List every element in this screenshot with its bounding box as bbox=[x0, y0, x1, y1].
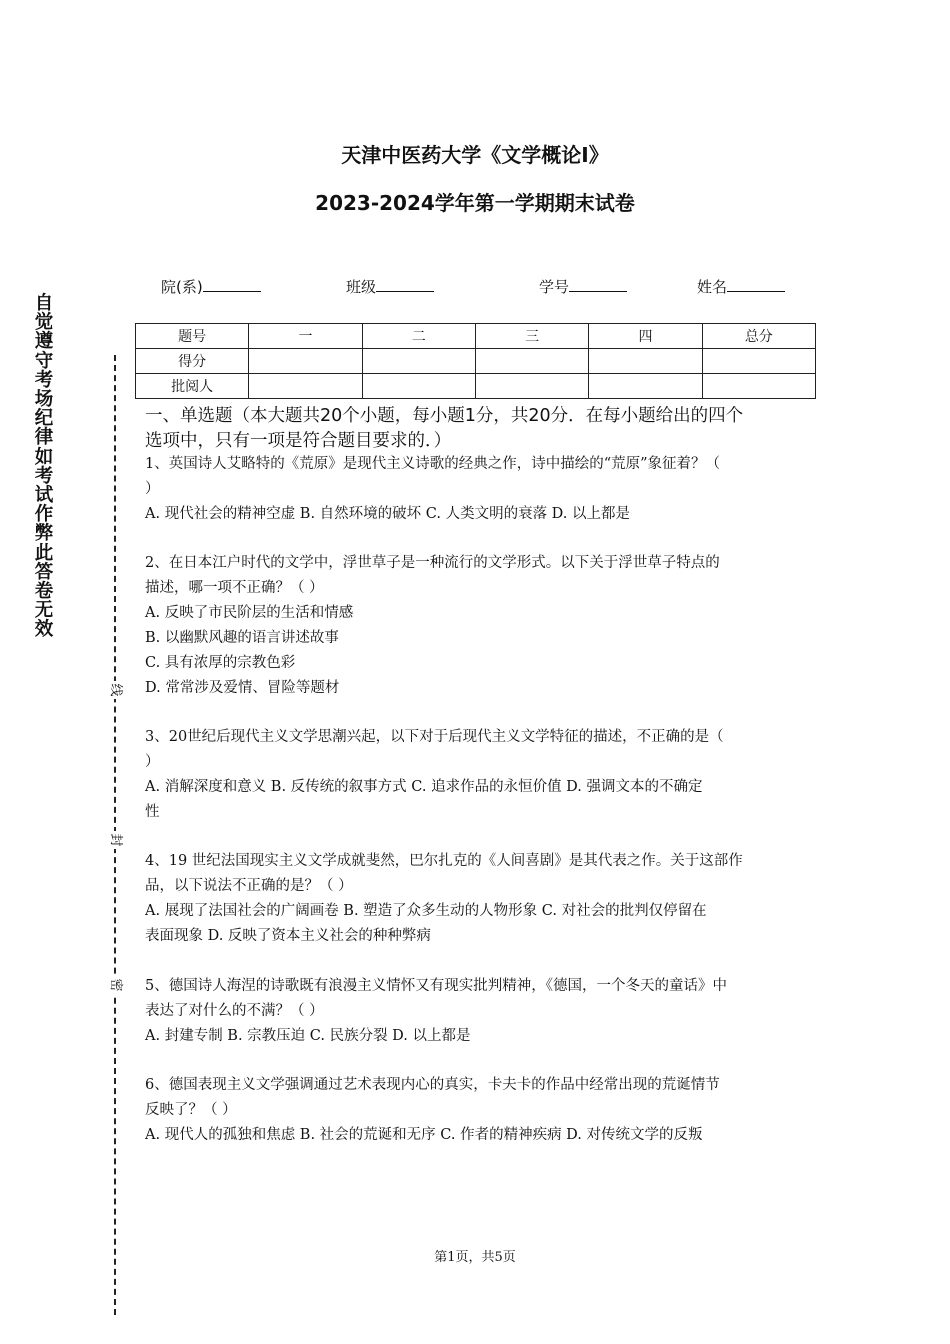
table-cell bbox=[702, 349, 815, 374]
table-cell: 总分 bbox=[702, 324, 815, 349]
question-line: 表达了对什么的不满？（ ） bbox=[145, 1003, 324, 1019]
question-line: 反映了？（ ） bbox=[145, 1102, 237, 1118]
question-line: ） bbox=[145, 754, 160, 770]
score-table bbox=[135, 323, 816, 399]
side-notice: 自觉遵守考场纪律如考试作弊此答卷无效 bbox=[34, 293, 54, 641]
table-cell bbox=[249, 374, 362, 399]
exam-title-line2: 2023-2024学年第一学期期末试卷 bbox=[315, 191, 635, 215]
seal-label-secret: 密 bbox=[106, 976, 124, 994]
question-line: ） bbox=[145, 481, 160, 497]
exam-title-line1: 天津中医药大学《文学概论Ⅰ》 bbox=[341, 143, 609, 167]
seal-label-seal: 封 bbox=[106, 831, 124, 849]
info-label: 学号 bbox=[539, 278, 570, 296]
info-field-student-id bbox=[539, 276, 627, 297]
fill-blank bbox=[727, 277, 785, 292]
question-line: D. 常常涉及爱情、冒险等题材 bbox=[145, 680, 340, 696]
table-cell bbox=[589, 349, 702, 374]
question-stem: 4、19 世纪法国现实主义文学成就斐然，巴尔扎克的《人间喜剧》是其代表之作。关于这部作 bbox=[145, 853, 743, 869]
table-cell bbox=[362, 374, 475, 399]
question-line: 表面现象 D. 反映了资本主义社会的种种弊病 bbox=[145, 928, 431, 944]
table-cell: 三 bbox=[475, 324, 588, 349]
table-cell: 题号 bbox=[136, 324, 249, 349]
table-cell: 四 bbox=[589, 324, 702, 349]
question-line: A. 消解深度和意义 B. 反传统的叙事方式 C. 追求作品的永恒价值 D. 强调文本的不确定 bbox=[145, 779, 703, 795]
seal-label-line: 线 bbox=[106, 681, 124, 699]
question-line: A. 反映了市民阶层的生活和情感 bbox=[145, 605, 354, 621]
table-header-row bbox=[136, 324, 816, 349]
fill-blank bbox=[376, 277, 434, 292]
question-line: 品，以下说法不正确的是？（ ） bbox=[145, 878, 353, 894]
question-stem: 5、德国诗人海涅的诗歌既有浪漫主义情怀又有现实批判精神，《德国，一个冬天的童话》中 bbox=[145, 978, 727, 994]
info-field-department bbox=[161, 276, 261, 297]
table-cell: 二 bbox=[362, 324, 475, 349]
question-stem: 6、德国表现主义文学强调通过艺术表现内心的真实，卡夫卡的作品中经常出现的荒诞情节 bbox=[145, 1077, 720, 1093]
question-stem: 1、英国诗人艾略特的《荒原》是现代主义诗歌的经典之作，诗中描绘的“荒原”象征着？（ bbox=[145, 456, 721, 472]
page-footer: 第1页，共5页 bbox=[434, 1250, 516, 1265]
info-field-class bbox=[346, 276, 434, 297]
table-cell: 批阅人 bbox=[136, 374, 249, 399]
question-line: A. 现代社会的精神空虚 B. 自然环境的破坏 C. 人类文明的衰落 D. 以上都是 bbox=[145, 506, 631, 522]
table-cell: 一 bbox=[249, 324, 362, 349]
table-cell bbox=[249, 349, 362, 374]
question-stem: 3、20世纪后现代主义文学思潮兴起，以下对于后现代主义文学特征的描述，不正确的是（ bbox=[145, 729, 724, 745]
question-line: A. 现代人的孤独和焦虑 B. 社会的荒诞和无序 C. 作者的精神疾病 D. 对传统文学的反叛 bbox=[145, 1127, 703, 1143]
question-line: B. 以幽默风趣的语言讲述故事 bbox=[145, 630, 339, 646]
info-label: 院(系) bbox=[161, 278, 203, 296]
table-row bbox=[136, 374, 816, 399]
table-cell bbox=[702, 374, 815, 399]
info-label: 姓名 bbox=[697, 278, 728, 296]
question-line: 描述，哪一项不正确？（ ） bbox=[145, 580, 324, 596]
info-field-name bbox=[697, 276, 785, 297]
question-stem: 2、在日本江户时代的文学中，浮世草子是一种流行的文学形式。以下关于浮世草子特点的 bbox=[145, 555, 720, 571]
table-cell bbox=[475, 349, 588, 374]
fill-blank bbox=[203, 277, 261, 292]
table-cell bbox=[589, 374, 702, 399]
section-heading: 一、单选题（本大题共20个小题，每小题1分，共20分．在每小题给出的四个 bbox=[145, 406, 744, 426]
table-cell bbox=[475, 374, 588, 399]
table-cell bbox=[362, 349, 475, 374]
table-cell: 得分 bbox=[136, 349, 249, 374]
question-line: A. 展现了法国社会的广阔画卷 B. 塑造了众多生动的人物形象 C. 对社会的批判仅停留在 bbox=[145, 903, 707, 919]
question-line: C. 具有浓厚的宗教色彩 bbox=[145, 655, 296, 671]
info-label: 班级 bbox=[346, 278, 377, 296]
question-line: 性 bbox=[145, 804, 160, 820]
table-row bbox=[136, 349, 816, 374]
section-heading: 选项中，只有一项是符合题目要求的．） bbox=[145, 431, 452, 451]
question-line: A. 封建专制 B. 宗教压迫 C. 民族分裂 D. 以上都是 bbox=[145, 1028, 471, 1044]
fill-blank bbox=[569, 277, 627, 292]
